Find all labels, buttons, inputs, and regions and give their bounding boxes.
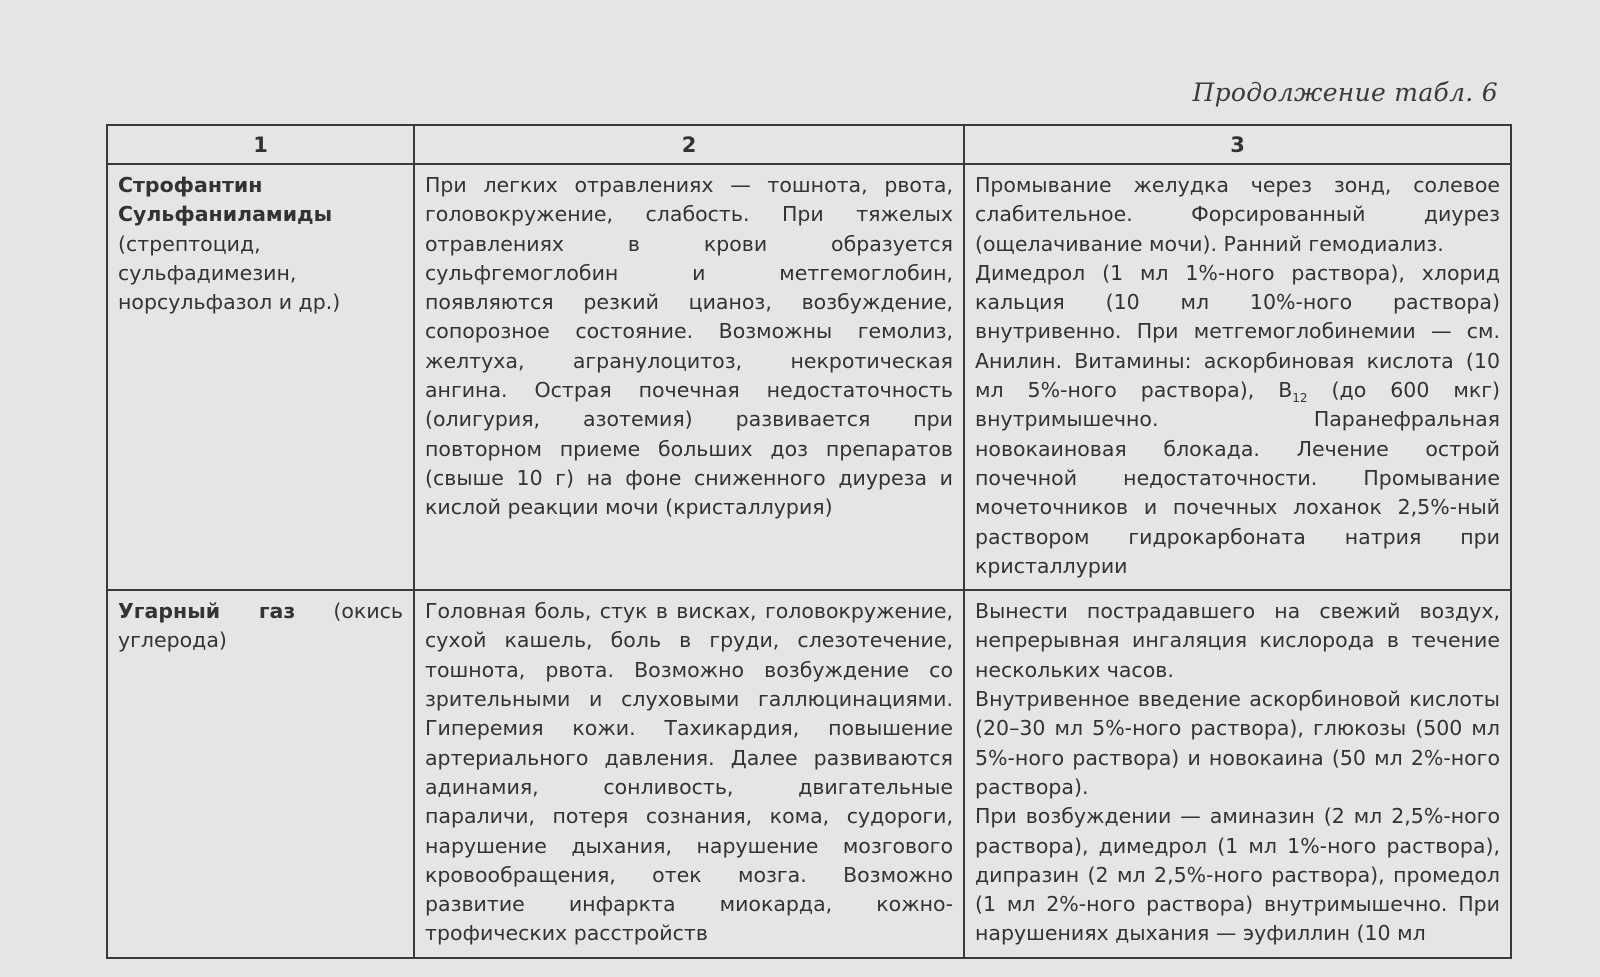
substance-cell	[107, 590, 414, 958]
substance-name: Сульфаниламиды	[118, 202, 333, 227]
substance-cell	[107, 164, 414, 590]
substance-details: (окись углерода)	[118, 599, 403, 653]
substance-name: Строфантин	[118, 173, 263, 197]
column-header-3: 3	[964, 125, 1511, 164]
table-row	[107, 164, 1511, 590]
treatment-cell	[964, 164, 1511, 590]
substance-name: Угарный газ	[118, 599, 296, 624]
symptoms-cell	[414, 164, 964, 590]
treatment-text: (до 600 мкг) внутримышечно. Паранефральная новокаиновая блокада. Лечение острой почечной недостаточности. Промывание мочеточников и почечных лоханок 2,5%-ный раствором гидрокарбоната натрия при кристаллурии	[975, 378, 1500, 578]
treatment-cell	[964, 590, 1511, 958]
symptoms-text: Головная боль, стук в висках, головокружение, сухой кашель, боль в груди, слезотечение, тошнота, рвота. Возможно возбуждение со зрительными и слуховыми галлюцинациями. Гиперемия кожи. Тахикардия, повышение артериального давления. Далее развиваются адинамия, сонливость, двигательные параличи, потеря сознания, кома, судороги, нарушение дыхания, нарушение мозгового кровообращения, отек мозга. Возможно развитие инфаркта миокарда, кожно-трофических расстройств	[425, 599, 953, 946]
substance-details: (стрептоцид, сульфадимезин, норсульфазол и др.)	[118, 231, 341, 315]
column-header-2: 2	[414, 125, 964, 164]
treatment-paragraph: Вынести пострадавшего на свежий воздух, непрерывная ингаляция кислорода в течение нескольких часов.	[975, 599, 1500, 682]
treatment-paragraph: Промывание желудка через зонд, солевое слабительное. Форсированный диурез (ощелачивание мочи). Ранний гемодиализ.	[975, 173, 1500, 256]
vitamin-subscript: 12	[1292, 391, 1308, 406]
header-row	[107, 125, 1511, 164]
poisoning-table	[106, 124, 1512, 959]
symptoms-text: При легких отравлениях — тошнота, рвота, головокружение, слабость. При тяжелых отравлениях в крови образуется сульфгемоглобин и метгемоглобин, появляются резкий цианоз, возбуждение, сопорозное состояние. Возможны гемолиз, желтуха, агранулоцитоз, некротическая ангина. Острая почечная недостаточность (олигурия, азотемия) развивается при повторном приеме больших доз препаратов (свыше 10 г) на фоне сниженного диуреза и кислой реакции мочи (кристаллурия)	[425, 173, 953, 520]
table-caption: Продолжение табл. 6	[1192, 78, 1498, 107]
treatment-paragraph: При возбуждении — аминазин (2 мл 2,5%-ного раствора), димедрол (1 мл 1%-ного раствора), дипразин (2 мл 2,5%-ного раствора), промедол (1 мл 2%-ного раствора) внутримышечно. При нарушениях дыхания — эуфиллин (10 мл	[975, 804, 1500, 946]
table-row	[107, 590, 1511, 958]
symptoms-cell	[414, 590, 964, 958]
treatment-text: Димедрол (1 мл 1%-ного раствора), хлорид кальция (10 мл 10%-ного раствора) внутривенно. При метгемоглобинемии — см. Анилин. Витамины: аскорбиновая кислота (10 мл 5%-ного раствора), B	[975, 260, 1500, 403]
treatment-paragraph: Внутривенное введение аскорбиновой кислоты (20–30 мл 5%-ного раствора), глюкозы (500 мл 5%-ного раствора) и новокаина (50 мл 2%-ного раствора).	[975, 687, 1500, 799]
treatment-paragraph	[975, 259, 1500, 581]
column-header-1: 1	[107, 125, 414, 164]
